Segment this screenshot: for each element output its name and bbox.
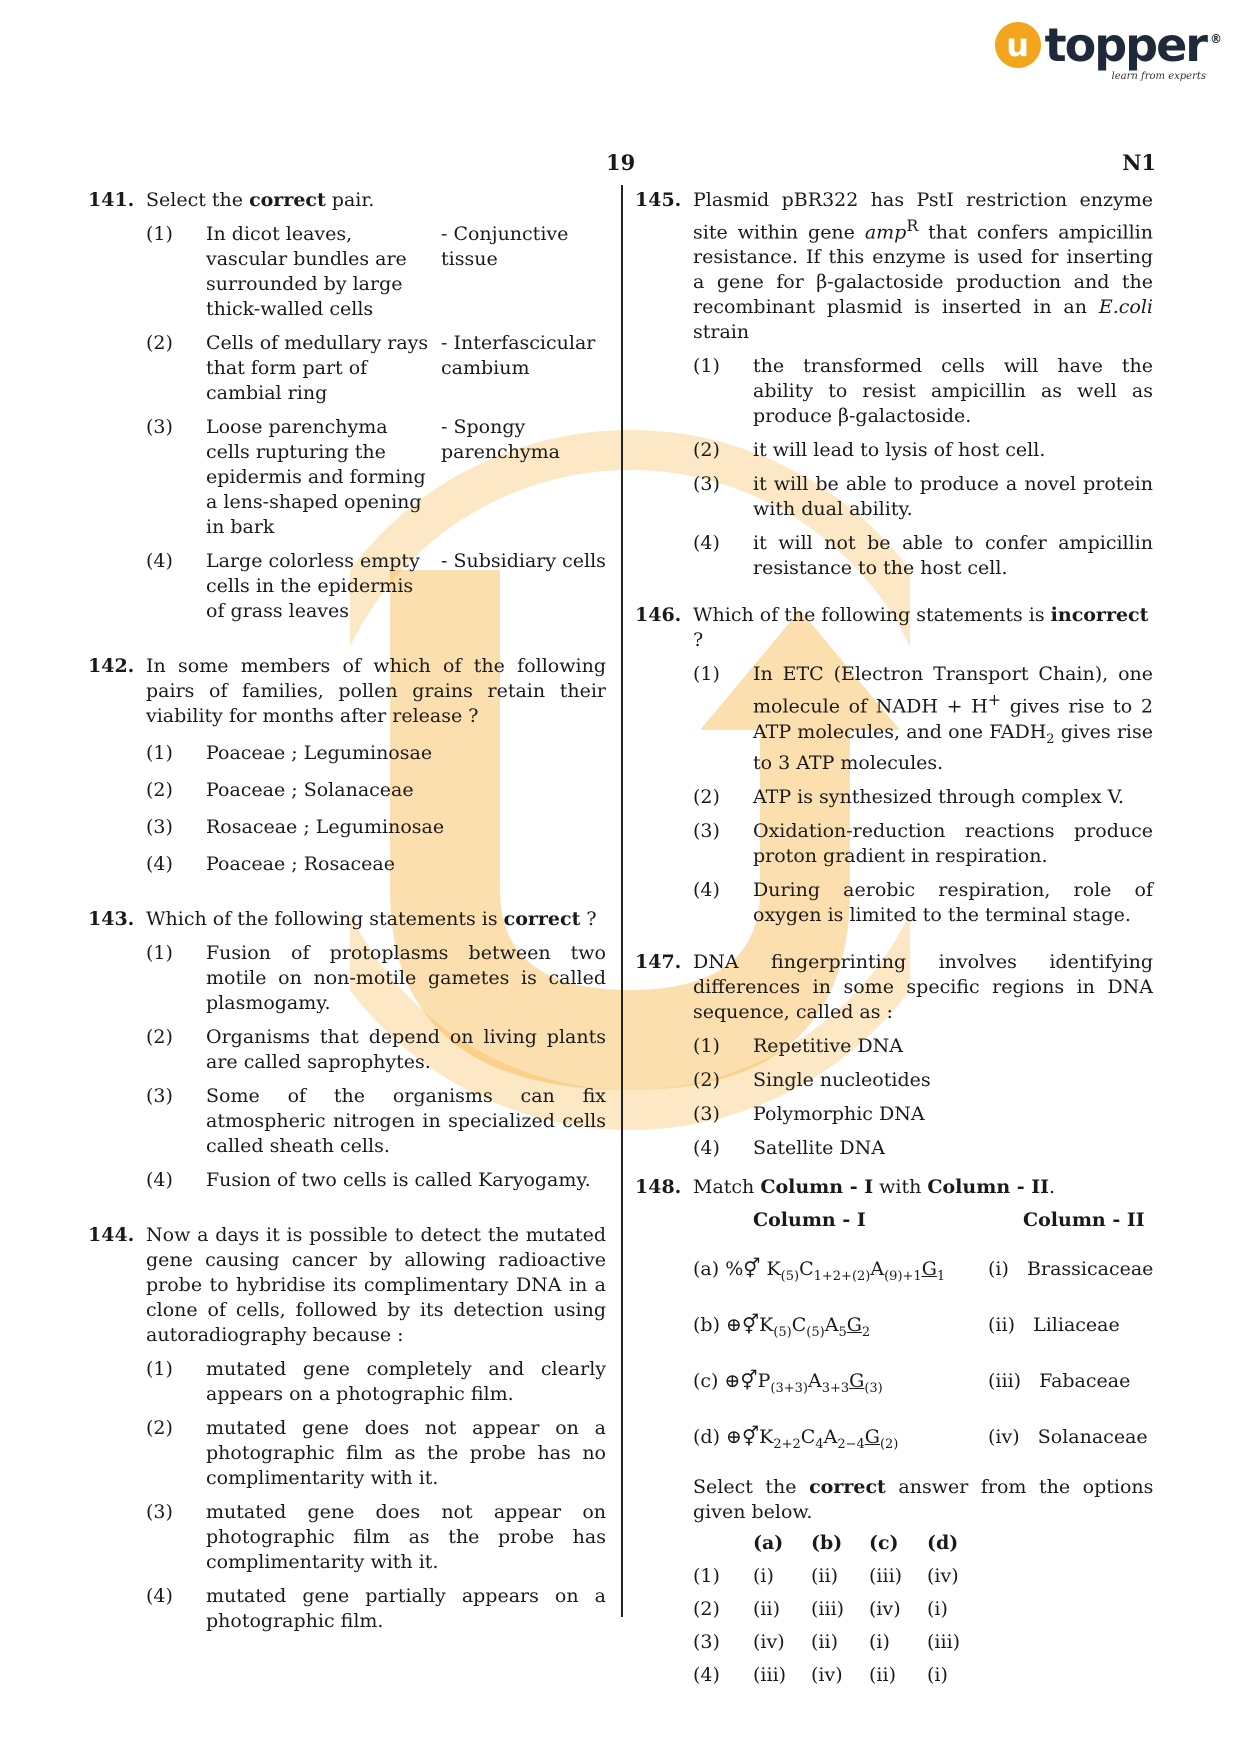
page-number: 19 <box>606 150 636 175</box>
option-3[interactable]: (3) Rosaceae ; Leguminosae <box>146 816 445 838</box>
column-2-item: (i) Brassicaceae <box>988 1258 1154 1281</box>
match-header <box>693 1208 1153 1233</box>
option-4[interactable]: (4) Large colorless empty cells in the epidermis of grass leaves - Subsidiary cells <box>146 550 606 622</box>
column-2-item: (ii) Liliaceae <box>988 1314 1120 1337</box>
logo-wordmark <box>1044 18 1222 82</box>
logo-text: topper <box>1044 18 1206 72</box>
option-2[interactable]: (2) Organisms that depend on living plants are called saprophytes. <box>146 1026 606 1073</box>
option-4[interactable]: (4) Poaceae ; Rosaceae <box>146 853 395 875</box>
option-2[interactable]: (2) mutated gene does not appear on a photographic film as the probe has no complimentarity with it. <box>146 1417 606 1489</box>
option-4[interactable]: (4) it will not be able to confer ampicillin resistance to the host cell. <box>693 532 1153 580</box>
option-3[interactable]: (3) Loose parenchyma cells rupturing the epidermis and forming a lens-shaped opening in bark - Spongy parenchyma <box>146 416 561 538</box>
question-145 <box>635 188 1153 581</box>
answer-option-4[interactable]: (4) <box>693 1663 720 1686</box>
match-row-d <box>693 1425 1153 1457</box>
right-column <box>635 188 1153 1710</box>
question-number: 147. <box>635 951 682 974</box>
column-2-item: (iii) Fabaceae <box>988 1370 1131 1393</box>
option-2[interactable]: (2) Poaceae ; Solanaceae <box>146 779 414 801</box>
question-stem: Match Column - I with Column - II. <box>693 1176 1056 1199</box>
option-4[interactable]: (4) mutated gene partially appears on a photographic film. <box>146 1585 606 1632</box>
question-number: 141. <box>88 189 135 211</box>
question-number: 142. <box>88 655 135 677</box>
question-number: 143. <box>88 908 135 930</box>
option-3[interactable]: (3) Oxidation-reduction reactions produce proton gradient in respiration. <box>693 820 1153 868</box>
option-3[interactable]: (3) Some of the organisms can fix atmospheric nitrogen in specialized cells called sheath cells. <box>146 1085 606 1157</box>
logo-badge-icon: u <box>995 22 1041 68</box>
option-1[interactable]: (1) Fusion of protoplasms between two motile on non-motile gametes is called plasmogamy. <box>146 942 606 1014</box>
question-141 <box>88 188 606 624</box>
match-row-a <box>693 1257 1153 1289</box>
question-142 <box>88 654 606 877</box>
option-2[interactable]: (2) ATP is synthesized through complex V. <box>693 786 1125 809</box>
option-1[interactable]: (1) Repetitive DNA <box>693 1035 903 1058</box>
question-number: 148. <box>635 1176 682 1199</box>
option-1[interactable]: (1) the transformed cells will have the ability to resist ampicillin as well as produce β-galactoside. <box>693 355 1153 428</box>
option-2[interactable]: (2) Single nucleotides <box>693 1069 931 1092</box>
question-stem: Which of the following statements is correct ? <box>146 908 597 930</box>
question-144 <box>88 1223 606 1634</box>
option-2[interactable]: (2) Cells of medullary rays that form part of cambial ring - Interfascicular cambium <box>146 332 596 404</box>
floral-formula: (d) $\oplus⚥K_{2+2}C_4A_{2-4}G_{(2)}$ <box>693 1425 899 1452</box>
answer-prompt: Select the correct answer from the options given below. <box>693 1475 1154 1523</box>
match-row-b <box>693 1313 1153 1345</box>
option-1[interactable]: (1) Poaceae ; Leguminosae <box>146 742 433 764</box>
question-143 <box>88 907 606 1193</box>
option-4[interactable]: (4) Fusion of two cells is called Karyogamy. <box>146 1169 591 1191</box>
question-stem: Now a days it is possible to detect the mutated gene causing cancer by allowing radioactive probe to hybridise its complimentary DNA in a clone of cells, followed by its detection using autoradiography because : <box>146 1224 606 1346</box>
question-stem: Which of the following statements is incorrect ? <box>693 604 1149 652</box>
option-4[interactable]: (4) During aerobic respiration, role of oxygen is limited to the terminal stage. <box>693 879 1153 927</box>
option-4[interactable]: (4) Satellite DNA <box>693 1137 885 1160</box>
match-row-c <box>693 1369 1153 1401</box>
option-3[interactable]: (3) it will be able to produce a novel protein with dual ability. <box>693 473 1153 521</box>
column-2-heading: Column - II <box>1023 1209 1145 1232</box>
question-stem: Plasmid pBR322 has PstI restriction enzyme site within gene amp$^R$ that confers ampicillin resistance. If this enzyme is used for inserting a gene for β-galactoside production and the recombinant plasmid is inserted in an E.coli strain <box>693 189 1153 344</box>
registered-mark: ® <box>1210 32 1222 46</box>
option-1[interactable]: (1) mutated gene completely and clearly appears on a photographic film. <box>146 1358 606 1405</box>
question-148 <box>635 1175 1153 1695</box>
option-1[interactable]: (1) In dicot leaves, vascular bundles are surrounded by large thick-walled cells - Conjunctive tissue <box>146 223 569 320</box>
left-column <box>88 188 606 1648</box>
floral-formula: (b) $\oplus⚥K_{(5)}C_{(5)}A_5G_2$ <box>693 1314 871 1341</box>
question-147 <box>635 950 1153 1161</box>
question-number: 145. <box>635 189 682 211</box>
question-stem: DNA fingerprinting involves identifying differences in some specific regions in DNA sequence, called as : <box>693 951 1153 1024</box>
paper-code: N1 <box>1122 150 1156 175</box>
option-3[interactable]: (3) Polymorphic DNA <box>693 1103 925 1126</box>
question-stem: In some members of which of the following pairs of families, pollen grains retain their viability for months after release ? <box>146 655 606 727</box>
answer-options-grid: (a) (b) (c) (d) (1) (i) (ii) (iii) (iv) (2) (ii) (iii) (iv) (i) (3) (iv) (ii) (i) (iii) (4) (iii) (iv) (ii) (i) <box>693 1531 1153 1696</box>
column-2-item: (iv) Solanaceae <box>988 1425 1148 1448</box>
question-146 <box>635 603 1153 928</box>
floral-formula: (c) $\oplus⚥P_{(3+3)}A_{3+3}G_{(3)}$ <box>693 1370 883 1396</box>
answer-option-1[interactable]: (1) <box>693 1564 720 1587</box>
question-number: 146. <box>635 604 682 627</box>
column-1-heading: Column - I <box>753 1209 866 1232</box>
answer-option-3[interactable]: (3) <box>693 1630 720 1653</box>
topper-logo <box>995 18 1222 82</box>
option-3[interactable]: (3) mutated gene does not appear on photographic film as the probe has complimentarity with it. <box>146 1501 606 1573</box>
logo-tagline: learn from experts <box>1111 71 1206 82</box>
question-stem: Select the correct pair. <box>146 189 375 211</box>
option-2[interactable]: (2) it will lead to lysis of host cell. <box>693 439 1046 462</box>
answer-option-2[interactable]: (2) <box>693 1597 720 1620</box>
question-number: 144. <box>88 1224 135 1246</box>
floral-formula: (a) %⚥ $K_{(5)}C_{1+2+(2)}A_{(9)+1}G_1$ <box>693 1258 946 1285</box>
column-divider <box>621 185 623 1617</box>
option-1[interactable]: (1) In ETC (Electron Transport Chain), one molecule of NADH + H+ gives rise to 2 ATP molecules, and one $FADH_2$ gives rise to 3 ATP molecules. <box>693 663 1153 775</box>
